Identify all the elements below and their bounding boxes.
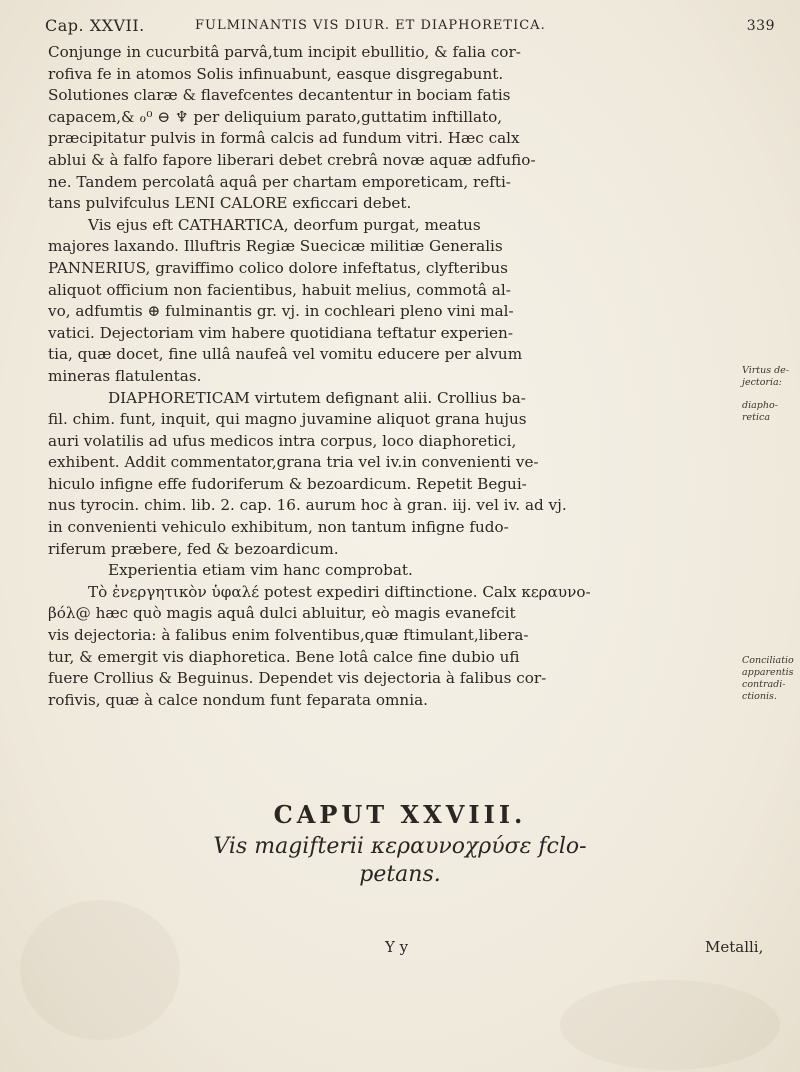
text-line: rofiva fe in atomos Solis infinuabunt, easque disgregabunt.	[48, 64, 504, 83]
text-line: tia, quæ docet, fine ullâ naufeâ vel vomitu educere per alvum	[48, 345, 523, 364]
running-header	[45, 10, 775, 40]
text-line: fil. chim. funt, inquit, qui magno juvamine aliquot grana hujus	[48, 410, 527, 429]
text-line: in convenienti vehiculo exhibitum, non tantum infigne fudo-	[48, 518, 509, 537]
paper-stain	[20, 900, 180, 1040]
catchword: Metalli,	[705, 938, 764, 956]
text-line: vo, adfumtis ⊕ fulminantis gr. vj. in cochleari pleno vini mal-	[48, 302, 514, 321]
paper-stain	[560, 980, 780, 1070]
text-line: auri volatilis ad ufus medicos intra corpus, loco diaphoretici,	[48, 431, 517, 450]
text-line: fuere Crollius & Beguinus. Dependet vis dejectoria à falibus cor-	[48, 669, 547, 688]
chapter-number: Cap. XXVII.	[45, 16, 145, 35]
margin-note-conciliatio: Conciliatio apparentis contradi- ctionis.	[742, 655, 794, 702]
text-line: exhibent. Addit commentator,grana tria vel iv.in convenienti ve-	[48, 453, 539, 472]
text-line: βόλ@ hæc quò magis aquâ dulci abluitur, eò magis evanefcit	[48, 604, 516, 623]
text-line: nus tyrocin. chim. lib. 2. cap. 16. aurum hoc à gran. iij. vel iv. ad vj.	[48, 496, 567, 515]
signature-mark: Y y	[385, 938, 409, 956]
text-line: rofivis, quæ à calce nondum funt feparata omnia.	[48, 690, 428, 709]
running-title: FULMINANTIS VIS DIUR. ET DIAPHORETICA.	[195, 18, 546, 33]
text-line: ablui & à falfo fapore liberari debet crebrâ novæ aquæ adfufio-	[48, 150, 536, 169]
text-line: vis dejectoria: à falibus enim folventibus,quæ ftimulant,libera-	[48, 626, 529, 645]
margin-note-virtus: Virtus de- jectoria:	[742, 365, 790, 388]
main-text	[48, 42, 738, 711]
text-line: vatici. Dejectoriam vim habere quotidiana teftatur experien-	[48, 323, 513, 342]
text-line: riferum præbere, fed & bezoardicum.	[48, 539, 339, 558]
text-line: DIAPHORETICAM virtutem defignant alii. Crollius ba-	[108, 388, 526, 407]
text-line: capacem,& ℴ⁰ ⊖ ♆ per deliquium parato,guttatim inftillato,	[48, 107, 503, 126]
margin-note-diaphoretica: diapho- retica	[742, 400, 778, 423]
chapter-heading-block	[0, 800, 800, 889]
page-number: 339	[746, 18, 775, 34]
text-line: Τὸ ἐνεργητικὸν ὑφαλέ potest expediri diftinctione. Calx κεραυνο-	[88, 582, 591, 601]
text-line: hiculo infigne effe fudoriferum & bezoardicum. Repetit Begui-	[48, 474, 527, 493]
text-line: Vis ejus eft CATHARTICA, deorfum purgat, meatus	[88, 215, 481, 234]
text-line: præcipitatur pulvis in formâ calcis ad fundum vitri. Hæc calx	[48, 129, 520, 148]
text-line: tans pulvifculus LENI CALORE exficcari debet.	[48, 194, 412, 213]
text-line: ne. Tandem percolatâ aquâ per chartam emporeticam, refti-	[48, 172, 511, 191]
text-line: Solutiones claræ & flavefcentes decantentur in bociam fatis	[48, 86, 511, 105]
text-line: mineras flatulentas.	[48, 366, 202, 385]
text-line: PANNERIUS, graviffimo colico dolore infeftatus, clyfteribus	[48, 258, 508, 277]
chapter-subtitle: Vis magifterii κεραυνοχρύσε fclo- petans.	[213, 834, 587, 887]
text-line: tur, & emergit vis diaphoretica. Bene lotâ calce fine dubio ufi	[48, 647, 520, 666]
text-line: Conjunge in cucurbitâ parvâ,tum incipit ebullitio, & falia cor-	[48, 43, 521, 61]
chapter-heading: CAPUT XXVIII.	[273, 800, 527, 829]
text-line: majores laxando. Illuftris Regiæ Suecicæ militiæ Generalis	[48, 237, 503, 256]
text-line: Experientia etiam vim hanc comprobat.	[108, 561, 413, 580]
text-line: aliquot officium non facientibus, habuit melius, commotâ al-	[48, 280, 511, 299]
